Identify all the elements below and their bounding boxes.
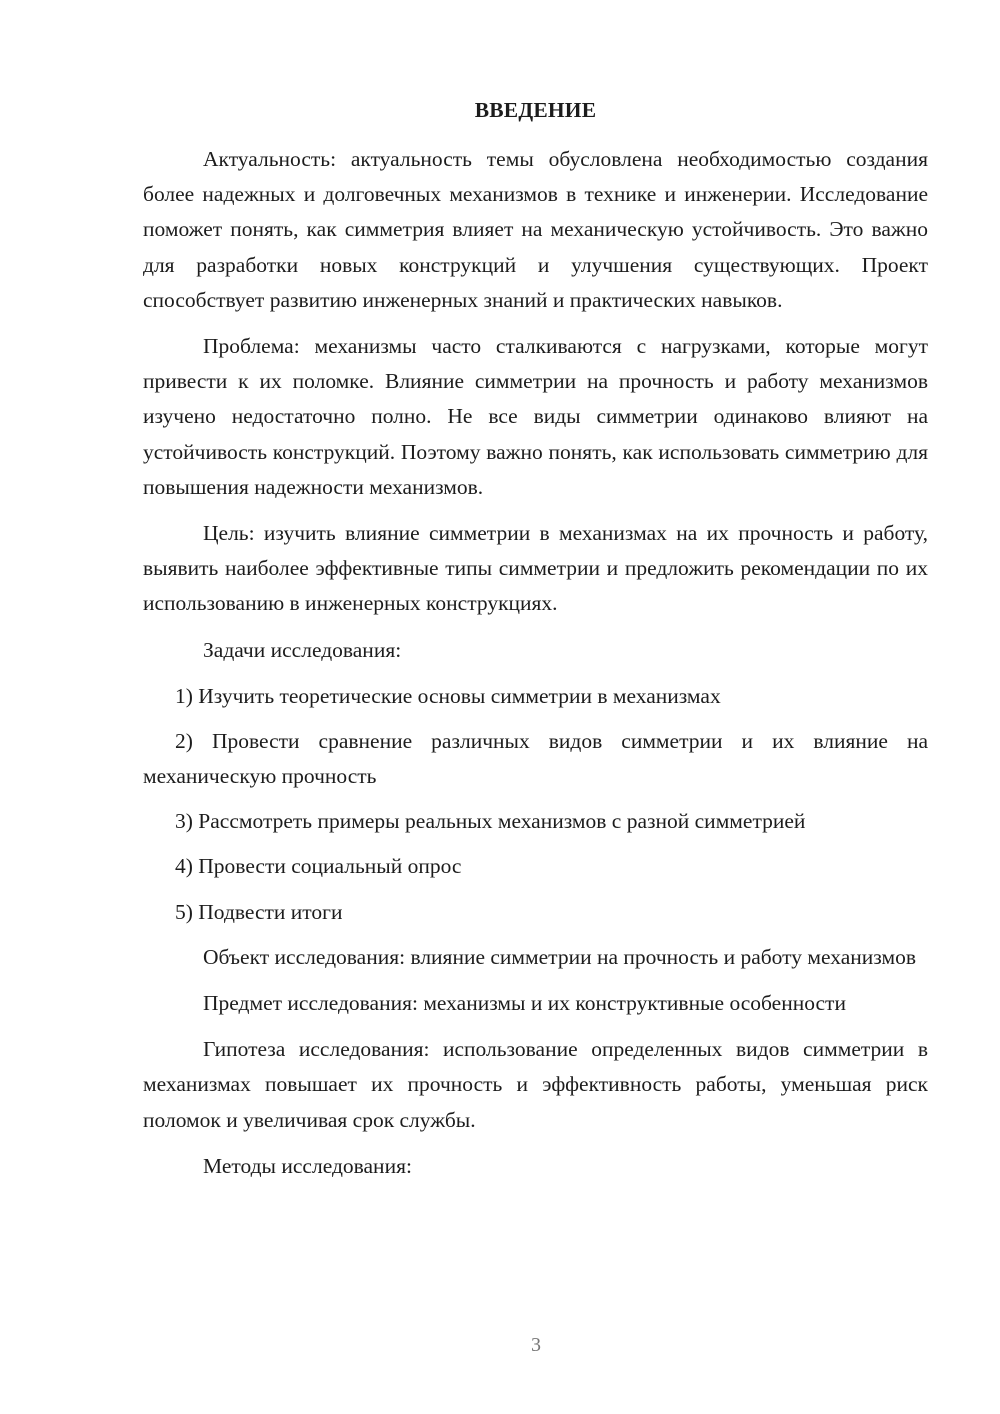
- goal-paragraph: Цель: изучить влияние симметрии в механизмах на их прочность и работу, выявить наиболее эффективные типы симметрии и предложить рекомендации по их использованию в инженерных конструкциях.: [143, 521, 928, 616]
- task-item-2: 2) Провести сравнение различных видов симметрии и их влияние на механическую прочность: [143, 728, 928, 789]
- methods-heading: Методы исследования:: [203, 1153, 412, 1178]
- page-number: 3: [531, 1334, 541, 1356]
- section-title: ВВЕДЕНИЕ: [474, 98, 597, 122]
- hypothesis-paragraph: Гипотеза исследования: использование определенных видов симметрии в механизмах повышает их прочность и эффективность работы, уменьшая риск поломок и увеличивая срок службы.: [143, 1037, 928, 1132]
- task-item-1: 1) Изучить теоретические основы симметрии в механизмах: [175, 683, 721, 708]
- task-item-4: 4) Провести социальный опрос: [175, 854, 462, 879]
- problem-paragraph: Проблема: механизмы часто сталкиваются с нагрузками, которые могут привести к их поломке. Влияние симметрии на прочность и работу механизмов изучено недостаточно полно. Не все виды симметрии одинаково влияют на устойчивость конструкций. Поэтому важно понять, как использовать симметрию для повышения надежности механизмов.: [143, 334, 928, 499]
- document-page: [143, 96, 928, 1195]
- relevance-paragraph: Актуальность: актуальность темы обусловлена необходимостью создания более надежных и долговечных механизмов в технике и инженерии. Исследование поможет понять, как симметрия влияет на механическую устойчивость. Это важно для разработки новых конструкций и улучшения существующих. Проект способствует развитию инженерных знаний и практических навыков.: [143, 147, 928, 312]
- task-item-5: 5) Подвести итоги: [175, 899, 343, 924]
- task-item-3: 3) Рассмотреть примеры реальных механизмов с разной симметрией: [175, 809, 806, 834]
- object-paragraph: Объект исследования: влияние симметрии на прочность и работу механизмов: [203, 944, 916, 969]
- tasks-heading: Задачи исследования:: [203, 637, 402, 662]
- subject-paragraph: Предмет исследования: механизмы и их конструктивные особенности: [203, 991, 846, 1016]
